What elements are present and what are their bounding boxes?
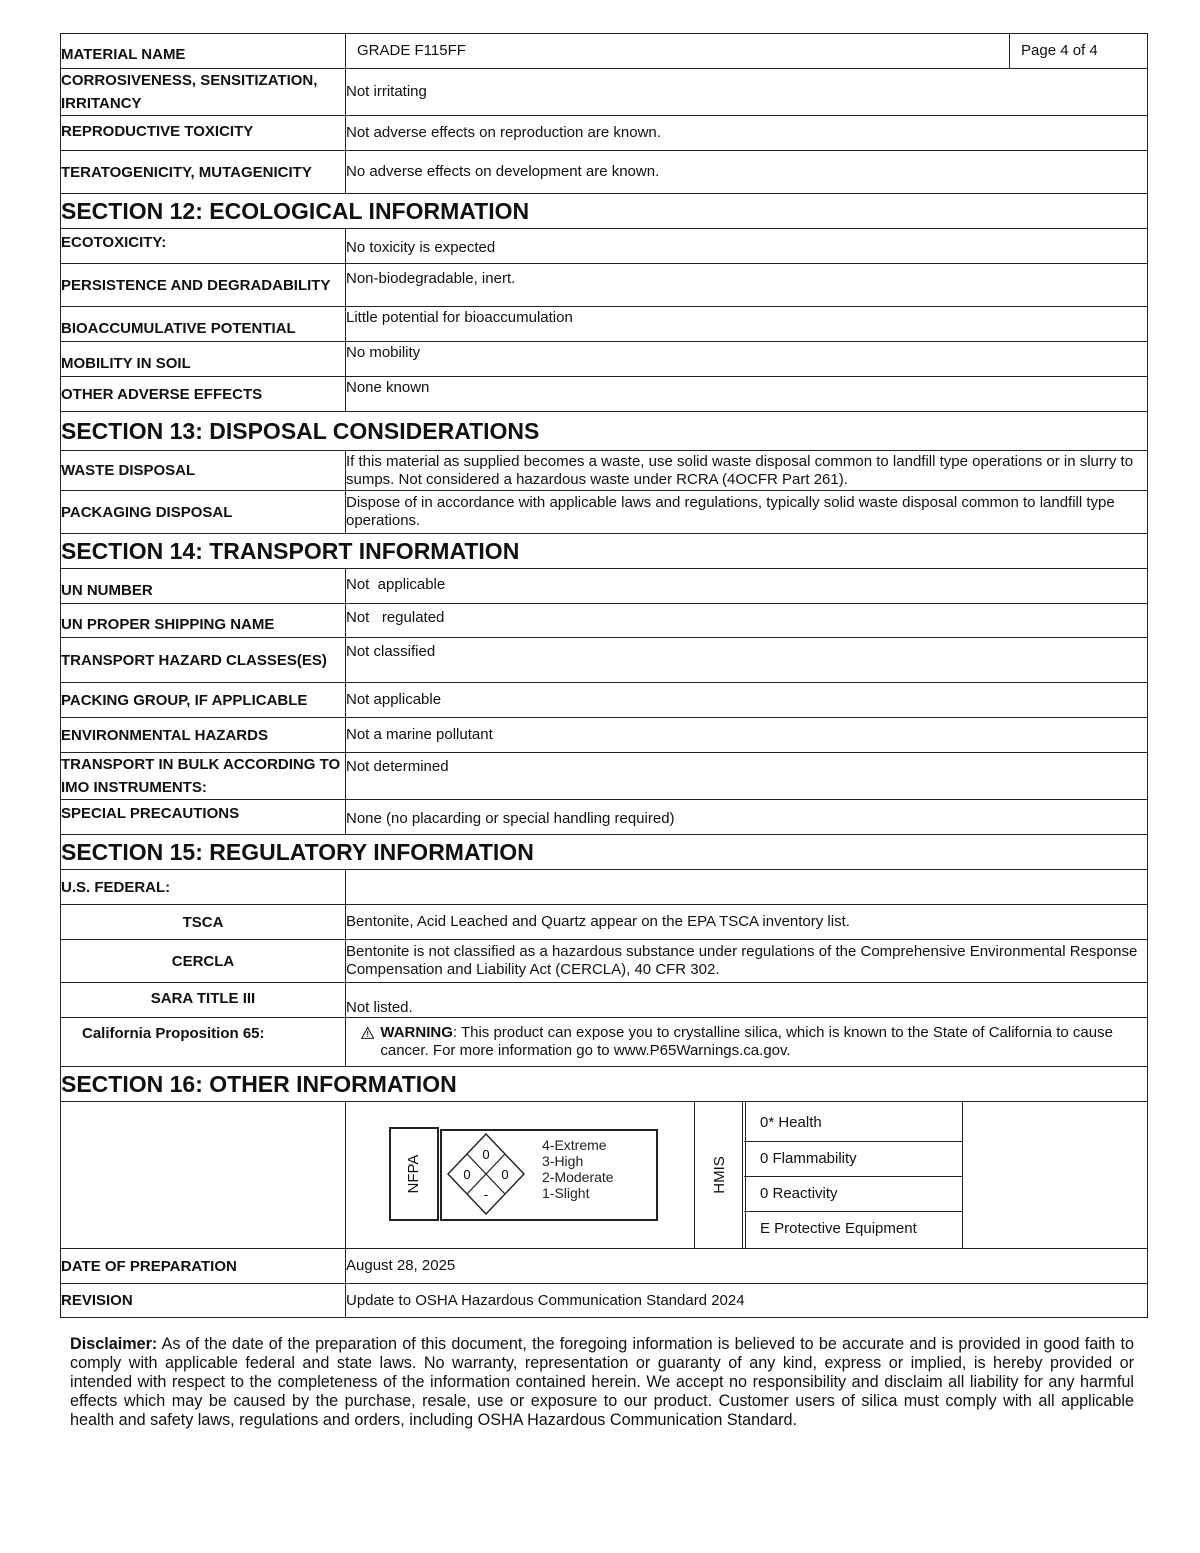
table-row	[61, 377, 1148, 412]
hmis-flammability: 0 Flammability	[744, 1142, 962, 1177]
revision-value: Update to OSHA Hazardous Communication Standard 2024	[346, 1284, 1148, 1318]
table-row	[61, 151, 1148, 194]
nfpa-special-value: -	[483, 1187, 489, 1202]
row-label: PACKING GROUP, IF APPLICABLE	[61, 683, 346, 718]
row-value: Not determined	[346, 753, 1148, 800]
row-label: UN NUMBER	[61, 569, 346, 604]
row-label: TERATOGENICITY, MUTAGENICITY	[61, 151, 346, 194]
section-12-header	[61, 194, 1148, 229]
sara-value: Not listed.	[346, 983, 1148, 1018]
hazard-ratings-blank	[61, 1102, 346, 1249]
table-row	[61, 983, 1148, 1018]
row-label: UN PROPER SHIPPING NAME	[61, 604, 346, 638]
row-label: BIOACCUMULATIVE POTENTIAL	[61, 307, 346, 342]
row-value: Not classified	[346, 638, 1148, 683]
legend-item: 2-Moderate	[542, 1169, 614, 1185]
material-name-value: GRADE F115FF	[357, 42, 466, 59]
material-name-cell	[346, 34, 1148, 69]
nfpa-diamond-box	[440, 1129, 658, 1221]
nfpa-label: NFPA	[405, 1154, 422, 1194]
prop65-warning-word: WARNING	[380, 1024, 453, 1041]
nfpa-reactivity-value: 0	[501, 1167, 509, 1182]
prop65-value	[346, 1018, 1148, 1067]
row-value: Non-biodegradable, inert.	[346, 264, 1148, 307]
table-row	[61, 451, 1148, 491]
row-label: MOBILITY IN SOIL	[61, 342, 346, 377]
table-row	[61, 940, 1148, 983]
row-label: ENVIRONMENTAL HAZARDS	[61, 718, 346, 753]
row-value: Not applicable	[346, 683, 1148, 718]
table-row	[61, 491, 1148, 534]
table-row	[61, 116, 1148, 151]
sds-table	[60, 33, 1148, 1318]
section-title: SECTION 13: DISPOSAL CONSIDERATIONS	[61, 412, 1148, 451]
nfpa-health-value: 0	[482, 1147, 490, 1162]
legend-item: 4-Extreme	[542, 1137, 607, 1153]
table-row	[61, 905, 1148, 940]
us-federal-label: U.S. FEDERAL:	[61, 870, 346, 905]
hmis-label-box	[694, 1102, 746, 1248]
nfpa-diamond-icon	[446, 1132, 526, 1216]
warning-triangle-icon	[361, 1024, 374, 1042]
disclaimer	[70, 1335, 1134, 1430]
hmis-health: 0* Health	[744, 1102, 962, 1142]
table-row	[61, 1284, 1148, 1318]
row-value: None (no placarding or special handling required)	[346, 800, 1148, 835]
us-federal-value	[346, 870, 1148, 905]
date-of-preparation-value: August 28, 2025	[346, 1249, 1148, 1284]
table-row	[61, 870, 1148, 905]
hmis-protective-equipment: E Protective Equipment	[760, 1220, 917, 1237]
tsca-label: TSCA	[61, 905, 346, 940]
row-value: No mobility	[346, 342, 1148, 377]
table-row	[61, 1018, 1148, 1067]
revision-label: REVISION	[61, 1284, 346, 1318]
hmis-label: HMIS	[711, 1156, 728, 1194]
row-value: Not a marine pollutant	[346, 718, 1148, 753]
section-title: SECTION 16: OTHER INFORMATION	[61, 1067, 1148, 1102]
cercla-value: Bentonite is not classified as a hazardous substance under regulations of the Comprehensive Environmental Response Compensation and Liability Act (CERCLA), 40 CFR 302.	[346, 940, 1148, 983]
table-row	[61, 342, 1148, 377]
page-number: Page 4 of 4	[1009, 34, 1147, 68]
row-value: None known	[346, 377, 1148, 412]
table-row	[61, 69, 1148, 116]
table-row	[61, 753, 1148, 800]
table-row	[61, 718, 1148, 753]
row-label: PACKAGING DISPOSAL	[61, 491, 346, 534]
table-row	[61, 638, 1148, 683]
row-label: TRANSPORT HAZARD CLASSES(ES)	[61, 638, 346, 683]
nfpa-label-box	[389, 1127, 439, 1221]
section-15-header	[61, 835, 1148, 870]
hazard-ratings-row	[61, 1102, 1148, 1249]
table-row	[61, 229, 1148, 264]
section-16-header	[61, 1067, 1148, 1102]
row-label: TRANSPORT IN BULK ACCORDING TO IMO INSTRUMENTS:	[61, 753, 346, 800]
table-row	[61, 683, 1148, 718]
table-row	[61, 1249, 1148, 1284]
hmis-reactivity: 0 Reactivity	[744, 1177, 962, 1212]
section-title: SECTION 15: REGULATORY INFORMATION	[61, 835, 1148, 870]
prop65-warning-line	[361, 1024, 1147, 1060]
tsca-value: Bentonite, Acid Leached and Quartz appear on the EPA TSCA inventory list.	[346, 905, 1148, 940]
hmis-ratings	[744, 1102, 963, 1248]
sara-label: SARA TITLE III	[61, 983, 346, 1018]
table-row	[61, 800, 1148, 835]
row-value: Not regulated	[346, 604, 1148, 638]
hazard-ratings	[346, 1102, 1147, 1248]
nfpa-legend	[542, 1137, 614, 1201]
row-label: PERSISTENCE AND DEGRADABILITY	[61, 264, 346, 307]
row-value: Not adverse effects on reproduction are known.	[346, 116, 1148, 151]
hazard-ratings-cell	[346, 1102, 1148, 1249]
table-row	[61, 569, 1148, 604]
table-row	[61, 264, 1148, 307]
disclaimer-text: As of the date of the preparation of this document, the foregoing information is believed to be accurate and is provided in good faith to comply with applicable federal and state laws. No warranty, representation or guaranty of any kind, express or implied, is hereby provided or intended with respect to the completeness of the information contained herein. We accept no responsibility and disclaim all liability for any harmful effects which may be caused by the purchase, resale, use or exposure to our product. Customer users of silica must comply with all applicable health and safety laws, regulations and orders, including OSHA Hazardous Communication Standard.	[70, 1335, 1134, 1429]
row-label: SPECIAL PRECAUTIONS	[61, 800, 346, 835]
table-row	[61, 604, 1148, 638]
row-value: Not applicable	[346, 569, 1148, 604]
date-of-preparation-label: DATE OF PREPARATION	[61, 1249, 346, 1284]
row-value: Dispose of in accordance with applicable laws and regulations, typically solid waste disposal common to landfill type operations.	[346, 491, 1148, 534]
row-label: OTHER ADVERSE EFFECTS	[61, 377, 346, 412]
section-title: SECTION 12: ECOLOGICAL INFORMATION	[61, 194, 1148, 229]
material-name-label: MATERIAL NAME	[61, 34, 346, 69]
header-row	[61, 34, 1148, 69]
disclaimer-heading: Disclaimer:	[70, 1335, 158, 1353]
row-value: No adverse effects on development are known.	[346, 151, 1148, 194]
section-13-header	[61, 412, 1148, 451]
section-14-header	[61, 534, 1148, 569]
prop65-label: California Proposition 65:	[61, 1018, 346, 1067]
row-value: No toxicity is expected	[346, 229, 1148, 264]
row-label: ECOTOXICITY:	[61, 229, 346, 264]
row-label: REPRODUCTIVE TOXICITY	[61, 116, 346, 151]
legend-item: 1-Slight	[542, 1185, 590, 1201]
section-title: SECTION 14: TRANSPORT INFORMATION	[61, 534, 1148, 569]
prop65-text: : This product can expose you to crystalline silica, which is known to the State of California to cause cancer. For more information go to www.P65Warnings.ca.gov.	[380, 1024, 1113, 1059]
row-value: If this material as supplied becomes a waste, use solid waste disposal common to landfill type operations or in slurry to sumps. Not considered a hazardous waste under RCRA (4OCFR Part 261).	[346, 451, 1148, 491]
table-row	[61, 307, 1148, 342]
row-value: Little potential for bioaccumulation	[346, 307, 1148, 342]
row-label: WASTE DISPOSAL	[61, 451, 346, 491]
cercla-label: CERCLA	[61, 940, 346, 983]
row-value: Not irritating	[346, 69, 1148, 116]
row-label: CORROSIVENESS, SENSITIZATION, IRRITANCY	[61, 69, 346, 116]
sds-page	[60, 33, 1148, 1318]
legend-item: 3-High	[542, 1153, 584, 1169]
nfpa-flammability-value: 0	[463, 1167, 471, 1182]
